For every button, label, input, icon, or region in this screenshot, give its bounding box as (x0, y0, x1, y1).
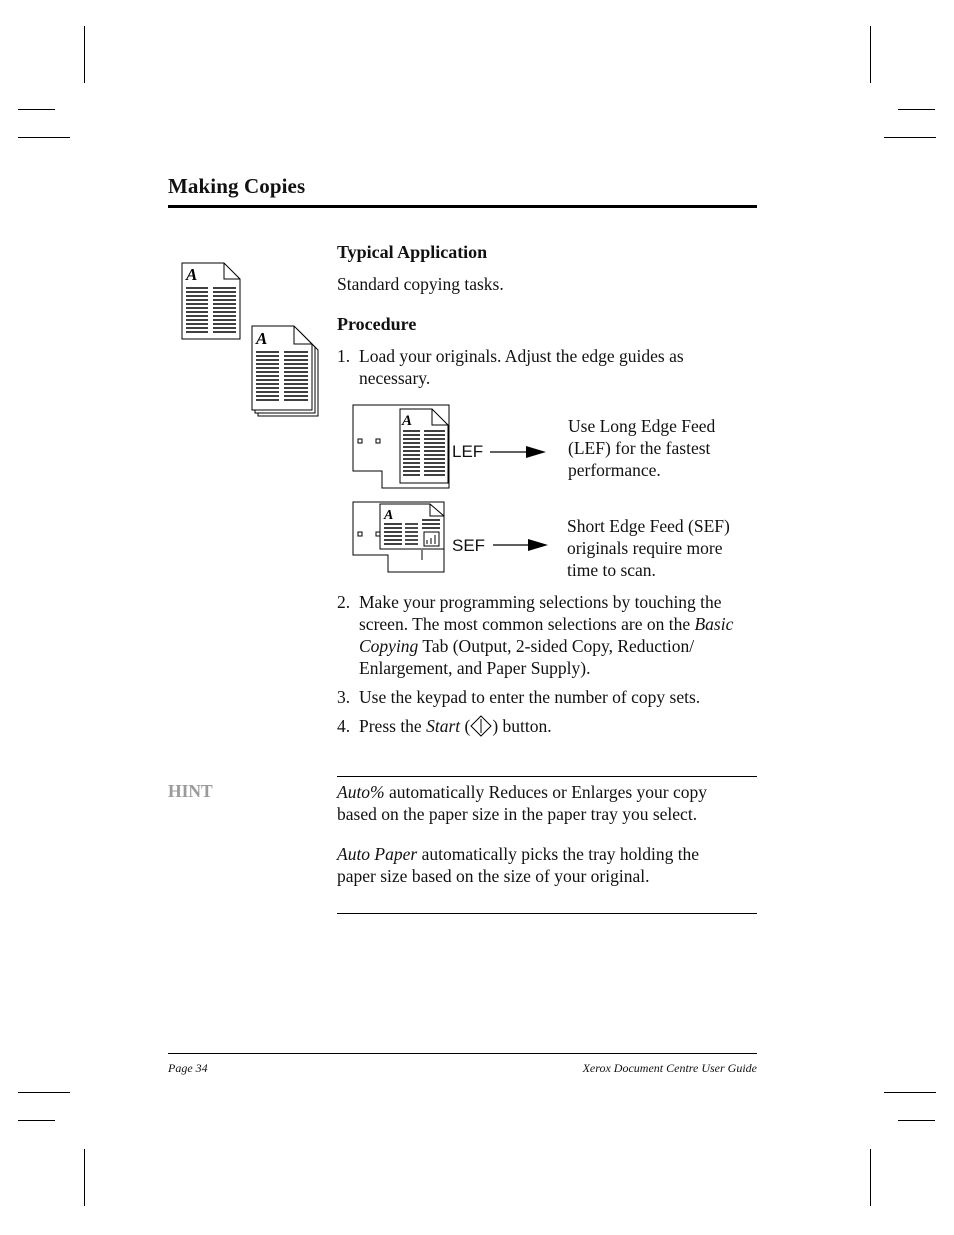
doc-letter: A (384, 508, 394, 523)
doc-letter: A (402, 413, 413, 429)
crop-mark (898, 109, 935, 110)
step-number: 1. (337, 346, 351, 366)
step-text: necessary. (359, 368, 431, 388)
sef-description-line: originals require more (567, 538, 723, 558)
step-text (359, 715, 552, 737)
document-stack-icon (178, 260, 323, 420)
step-text: Use the keypad to enter the number of copy sets. (359, 687, 701, 707)
step-number: 2. (337, 592, 351, 612)
page-number: Page 34 (168, 1061, 208, 1075)
hint-text (337, 843, 762, 865)
crop-mark (18, 109, 55, 110)
lef-description (568, 415, 715, 481)
lef-description-line: Use Long Edge Feed (568, 416, 716, 436)
step-text-part: ) button. (492, 716, 552, 736)
doc-letter: A (186, 265, 198, 284)
step-text (359, 635, 733, 657)
step-text: Enlargement, and Paper Supply). (359, 658, 591, 678)
crop-mark (84, 26, 85, 83)
sef-description-line: time to scan. (567, 560, 656, 580)
sef-description (567, 515, 730, 581)
title-rule (168, 205, 757, 208)
step-text (359, 613, 733, 635)
crop-mark (18, 1092, 70, 1093)
sef-diagram (350, 500, 555, 576)
lef-label: LEF (452, 442, 484, 461)
crop-mark (884, 137, 936, 138)
sef-label: SEF (452, 536, 486, 555)
crop-mark (898, 1120, 935, 1121)
crop-mark (18, 137, 70, 138)
typical-application-heading: Typical Application (337, 242, 488, 262)
auto-paper-ref: Auto Paper (337, 844, 418, 864)
lef-description-line: performance. (568, 460, 661, 480)
hint-bottom-rule (337, 913, 757, 914)
hint-text: paper size based on the size of your original. (337, 866, 650, 886)
start-diamond-icon (470, 715, 492, 737)
hint-top-rule (337, 776, 757, 777)
typical-application-text: Standard copying tasks. (337, 274, 504, 294)
footer-rule (168, 1053, 757, 1054)
basic-copying-tab-ref: Copying (359, 636, 419, 656)
step-text: Make your programming selections by touching the (359, 592, 722, 612)
lef-diagram (350, 403, 555, 491)
hint-label: HINT (168, 781, 213, 801)
step-number: 3. (337, 687, 351, 707)
hint-paragraph-auto-paper (337, 843, 762, 887)
step-text-part: Tab (Output, 2-sided Copy, Reduction/ (418, 636, 695, 656)
sef-description-line: Short Edge Feed (SEF) (567, 516, 730, 536)
procedure-step-2 (337, 591, 762, 679)
step-text-part: ( (460, 716, 471, 736)
start-button-ref: Start (426, 716, 461, 736)
basic-copying-tab-ref: Basic (694, 614, 734, 634)
hint-text-part: automatically Reduces or Enlarges your copy (384, 782, 707, 802)
step-text: Load your originals. Adjust the edge guides as (359, 346, 684, 366)
crop-mark (18, 1120, 55, 1121)
crop-mark (84, 1149, 85, 1206)
hint-text: based on the paper size in the paper tray you select. (337, 804, 698, 824)
crop-mark (884, 1092, 936, 1093)
procedure-heading: Procedure (337, 314, 417, 334)
auto-percent-ref: Auto% (337, 782, 385, 802)
document-stack-illustration (178, 260, 323, 420)
procedure-step-1 (337, 345, 757, 389)
crop-mark (870, 26, 871, 83)
procedure-step-3 (337, 686, 762, 708)
step-text-part: Press the (359, 716, 427, 736)
procedure-step-4 (337, 715, 762, 737)
section-title: Making Copies (168, 174, 306, 198)
hint-text (337, 781, 762, 803)
doc-letter: A (256, 329, 268, 348)
crop-mark (870, 1149, 871, 1206)
hint-text-part: automatically picks the tray holding the (417, 844, 700, 864)
step-number: 4. (337, 716, 351, 736)
lef-description-line: (LEF) for the fastest (568, 438, 711, 458)
step-text-part: screen. The most common selections are on the (359, 614, 695, 634)
guide-title: Xerox Document Centre User Guide (582, 1061, 757, 1075)
hint-paragraph-auto-percent (337, 781, 762, 825)
